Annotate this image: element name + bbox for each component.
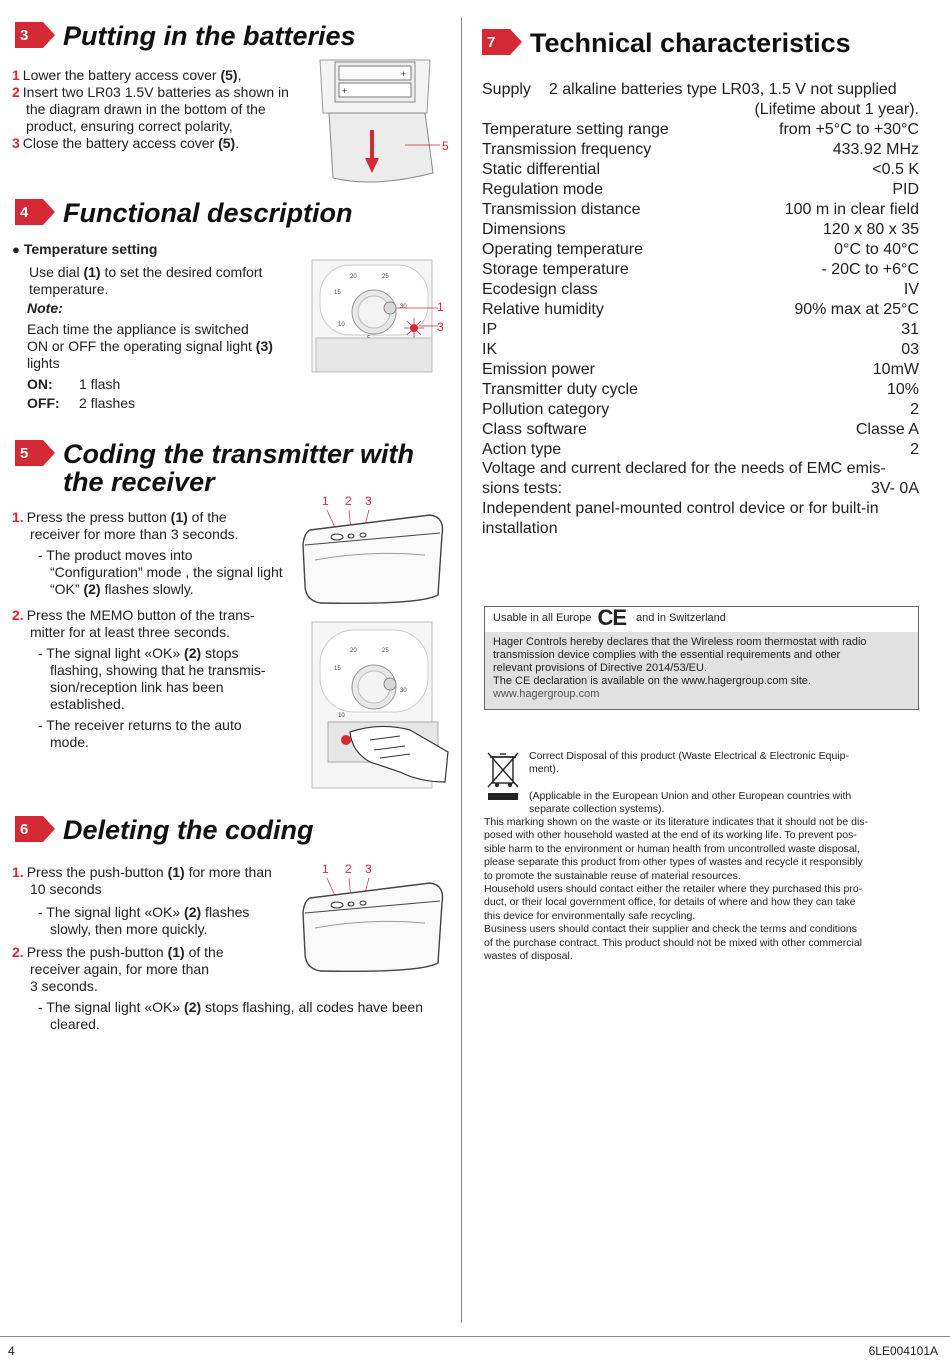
section-title: Functional description [63, 198, 353, 228]
spec-label: Storage temperature [482, 261, 629, 278]
note-label: Note: [27, 300, 63, 316]
document-reference: 6LE004101A [868, 1344, 938, 1358]
receiver-illustration [300, 505, 450, 610]
svg-text:20: 20 [350, 274, 357, 280]
coding-steps: 1. Press the press button (1) of the receiver for more than 3 seconds. - The product moves into “Configuration” mode , the signal light “OK” (2) flashes slowly. 2. Press the MEMO button of the trans- mitter for at least three seconds. - The signal light «OK» (2) stops flashing, showing that he transmis- sion/reception link has been established. - The receiver returns to the auto mode. [12, 509, 283, 750]
ce-usable-text: Usable in all Europe [493, 612, 592, 624]
spec-install-line2: installation [482, 520, 558, 537]
figure-label-1: 1 [437, 300, 444, 314]
figure-label-3: 3 [437, 320, 444, 334]
svg-text:15: 15 [334, 666, 341, 672]
battery-cover-illustration [315, 58, 455, 188]
spec-label: Dimensions [482, 221, 566, 238]
weee-line: please separate this product from other types of wastes and recycle it responsibly [484, 856, 863, 869]
spec-row-supply: Supply 2 alkaline batteries type LR03, 1.5 V not supplied [482, 81, 897, 98]
spec-value: IV [903, 281, 919, 298]
column-divider [461, 18, 462, 1323]
step-3: 3 Close the battery access cover (5). [12, 135, 240, 151]
figure-label-2: 2 [345, 862, 352, 876]
spec-label: Transmission distance [482, 201, 641, 218]
section-badge: 4 [15, 199, 43, 225]
spec-label: Temperature setting range [482, 121, 669, 138]
page-number: 4 [8, 1344, 15, 1358]
step-1: 1 Lower the battery access cover (5), [12, 67, 242, 83]
spec-label: Ecodesign class [482, 281, 598, 298]
spec-value: 120 x 80 x 35 [822, 221, 919, 238]
ce-mark-icon: CE [597, 605, 627, 630]
spec-row [482, 240, 919, 260]
svg-text:10: 10 [338, 713, 345, 719]
spec-label: Pollution category [482, 401, 610, 418]
spec-row-supply-cont: (Lifetime about 1 year). [754, 101, 919, 118]
spec-value: PID [892, 181, 919, 198]
spec-label: Regulation mode [482, 181, 603, 198]
battery-steps [12, 67, 312, 152]
subheading: Temperature setting [23, 241, 158, 257]
spec-row [482, 400, 919, 420]
deleting-steps: 1. Press the push-button (1) for more than 10 seconds - The signal light «OK» (2) flashes slowly, then more quickly. 2. Press the push-button (1) of the receiver again, for more than 3 seconds. - The signal light «OK» (2) stops flashing, all codes have been cleared. [12, 864, 423, 1032]
step-2: 2 Insert two LR03 1.5V batteries as shown in [12, 84, 289, 100]
spec-value: 10% [886, 381, 919, 398]
spec-row [482, 200, 919, 220]
ce-declaration-box: Usable in all Europe CE and in Switzerland Hager Controls hereby declares that the Wireless room thermostat with radio transmission device complies with the essential requirements and other relevant provisions of Directive 2014/53/EU. The CE declaration is available on the www.hagergroup.com site. www.hagergroup.com [484, 606, 919, 710]
weee-crossed-bin-icon [486, 751, 520, 803]
svg-text:15: 15 [334, 290, 341, 296]
svg-text:10: 10 [338, 322, 345, 328]
spec-row [482, 160, 919, 180]
spec-value: 433.92 MHz [832, 141, 919, 158]
weee-line: Business users should contact their supplier and check the terms and conditions [484, 923, 857, 936]
section-title: Technical characteristics [530, 28, 851, 58]
ce-declaration-text: Hager Controls hereby declares that the Wireless room thermostat with radio transmission device complies with the essential requirements and other relevant provisions of Directive 2014/53/EU. The CE declaration is available on the www.hagergroup.com site. www.hagergroup.com [485, 632, 918, 709]
section-title: Putting in the batteries [63, 21, 356, 51]
spec-label: Operating temperature [482, 241, 643, 258]
section-badge: 6 [15, 816, 43, 842]
spec-row [482, 340, 919, 360]
svg-text:20: 20 [350, 648, 357, 654]
section-7-heading [482, 29, 851, 57]
spec-label: Relative humidity [482, 301, 604, 318]
spec-row [482, 380, 919, 400]
weee-heading-text: Correct Disposal of this product (Waste Electrical & Electronic Equip- ment). (Applicable in the European Union and other European countries with separate collection systems). [529, 750, 852, 816]
weee-body-text [484, 816, 920, 963]
figure-label-5: 5 [442, 139, 449, 153]
spec-row [482, 120, 919, 140]
spec-row [482, 320, 919, 340]
spec-value: 2 [910, 441, 919, 458]
weee-line: of the purchase contract. This product should not be mixed with other commercial [484, 936, 862, 949]
weee-line: Household users should contact either the retailer where they purchased this pro- [484, 883, 863, 896]
spec-emc-line2: sions tests: 3V- 0A [482, 480, 919, 497]
spec-row [482, 360, 919, 380]
figure-label-2: 2 [345, 494, 352, 508]
step-2-cont: product, ensuring correct polarity, [26, 118, 233, 134]
spec-row [482, 260, 919, 280]
spec-label: IK [482, 341, 498, 358]
spec-row [482, 440, 919, 460]
weee-line: duct, or their local government office, for details of where and how they can take [484, 896, 856, 909]
transmitter-press-illustration [310, 622, 450, 790]
thermostat-dial-illustration [310, 260, 440, 375]
spec-value: 10mW [872, 361, 919, 378]
section-6-heading [15, 816, 314, 844]
section-title: Coding the transmitter with the receiver [63, 439, 414, 497]
spec-value: - 20C to +6°C [821, 261, 919, 278]
spec-row [482, 420, 919, 440]
section-3-heading [15, 22, 356, 50]
spec-value: 31 [901, 321, 919, 338]
step-2-cont: the diagram drawn in the bottom of the [26, 101, 266, 117]
website-link: www.hagergroup.com [493, 688, 600, 700]
spec-label: Action type [482, 441, 562, 458]
spec-label: Transmitter duty cycle [482, 381, 638, 398]
svg-text:30: 30 [400, 304, 407, 310]
spec-label: Static differential [482, 161, 600, 178]
section-5-heading [15, 440, 414, 496]
spec-emc-line1: Voltage and current declared for the needs of EMC emis- [482, 460, 886, 477]
weee-line: posed with other household wasted at the end of its working life. To prevent pos- [484, 829, 857, 842]
section-badge: 7 [482, 29, 510, 55]
spec-row [482, 140, 919, 160]
spec-value: 03 [901, 341, 919, 358]
weee-line: sible harm to the environment or human health from uncontrolled waste disposal, [484, 842, 860, 855]
weee-line: this device for environmentally safe recycling. [484, 909, 696, 922]
spec-row [482, 300, 919, 320]
spec-value: Classe A [855, 421, 919, 438]
functional-description-text: ● Temperature setting Use dial (1) to set the desired comfort temperature. Note: Each time the appliance is switched ON or OFF the operating signal light (3) lights ON: 1 flash OFF: 2 flashes [12, 241, 312, 412]
weee-line: wastes of disposal. [484, 950, 573, 963]
spec-row [482, 180, 919, 200]
spec-value: 2 [910, 401, 919, 418]
spec-value: <0.5 K [872, 161, 919, 178]
section-title: Deleting the coding [63, 815, 314, 845]
svg-text:+: + [401, 69, 407, 79]
spec-row [482, 280, 919, 300]
svg-text:30: 30 [400, 688, 407, 694]
spec-label: Transmission frequency [482, 141, 652, 158]
receiver-illustration [300, 873, 450, 978]
bullet-icon: ● [12, 242, 20, 257]
svg-text:+: + [342, 86, 348, 96]
spec-value: from +5°C to +30°C [779, 121, 919, 138]
figure-label-1: 1 [322, 862, 329, 876]
svg-text:25: 25 [382, 648, 389, 654]
spec-value: 90% max at 25°C [794, 301, 919, 318]
spec-row [482, 220, 919, 240]
svg-text:25: 25 [382, 274, 389, 280]
spec-label: IP [482, 321, 498, 338]
spec-label: Emission power [482, 361, 595, 378]
weee-line: This marking shown on the waste or its literature indicates that it should not be dis- [484, 816, 869, 828]
section-4-heading [15, 199, 353, 227]
figure-label-3: 3 [365, 494, 372, 508]
section-badge: 5 [15, 440, 43, 466]
figure-label-3: 3 [365, 862, 372, 876]
spec-value: 0°C to 40°C [834, 241, 919, 258]
spec-install-line1: Independent panel-mounted control device or for built-in [482, 500, 879, 517]
spec-label: Class software [482, 421, 587, 438]
footer-divider [0, 1336, 950, 1337]
figure-label-1: 1 [322, 494, 329, 508]
section-badge: 3 [15, 22, 43, 48]
weee-line: to promote the sustainable reuse of material resources. [484, 869, 741, 882]
spec-value: 100 m in clear field [784, 201, 919, 218]
